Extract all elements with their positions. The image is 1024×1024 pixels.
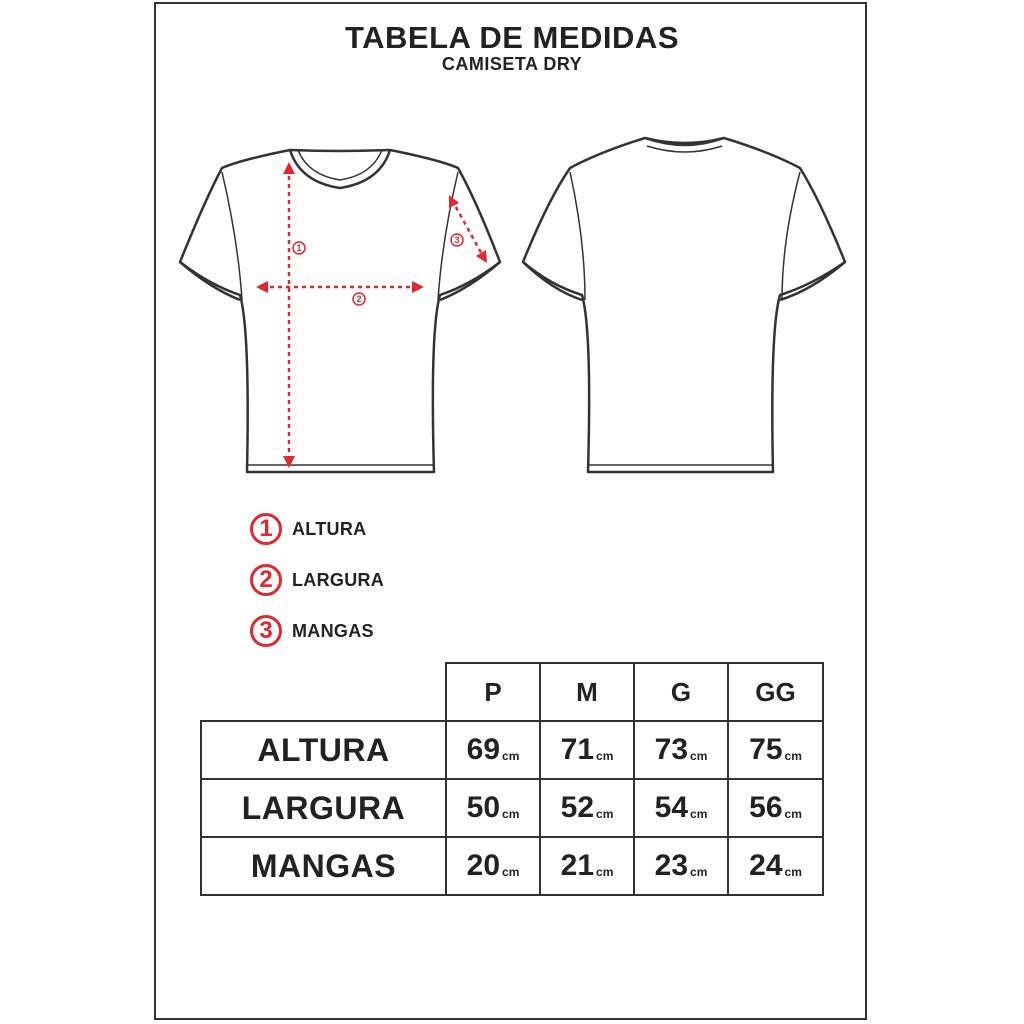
unit-label: cm — [690, 749, 708, 763]
unit-label: cm — [690, 807, 708, 821]
unit-label: cm — [690, 865, 708, 879]
legend-item-altura — [250, 513, 366, 545]
size-header-p: P — [445, 662, 541, 722]
row-label-largura: LARGURA — [200, 778, 447, 838]
value-number: 56 — [749, 791, 783, 824]
size-header-m: M — [539, 662, 635, 722]
value-number: 75 — [749, 733, 783, 766]
legend-label-altura: ALTURA — [292, 518, 367, 539]
value-cell — [539, 836, 635, 896]
value-number: 73 — [654, 733, 689, 766]
value-number: 23 — [654, 849, 689, 882]
unit-label: cm — [784, 749, 802, 763]
value-cell — [727, 720, 824, 780]
value-cell — [445, 778, 541, 838]
legend-label-largura: LARGURA — [292, 569, 385, 590]
marker-2: 2 — [356, 294, 362, 304]
marker-3: 3 — [454, 235, 460, 245]
size-table — [200, 662, 824, 897]
unit-label: cm — [596, 865, 614, 879]
value-cell — [727, 836, 824, 896]
unit-label: cm — [502, 807, 520, 821]
unit-label: cm — [784, 865, 802, 879]
value-cell — [633, 720, 729, 780]
unit-label: cm — [502, 749, 520, 763]
unit-label: cm — [596, 749, 614, 763]
unit-label: cm — [596, 807, 614, 821]
unit-label: cm — [502, 865, 520, 879]
page-title: TABELA DE MEDIDAS — [345, 20, 679, 55]
tshirt-back-illustration — [523, 138, 845, 472]
value-cell — [445, 720, 541, 780]
value-number: 54 — [654, 791, 689, 824]
value-number: 71 — [560, 733, 595, 766]
size-header-g: G — [633, 662, 729, 722]
legend-number-3: 3 — [250, 615, 282, 647]
unit-label: cm — [784, 807, 802, 821]
row-label-altura: ALTURA — [200, 720, 447, 780]
value-number: 21 — [560, 849, 595, 882]
value-cell — [539, 778, 635, 838]
size-header-gg: GG — [727, 662, 824, 722]
value-number: 52 — [560, 791, 595, 824]
legend-number-2: 2 — [250, 564, 282, 596]
legend-number-1: 1 — [250, 513, 282, 545]
legend-label-mangas: MANGAS — [292, 620, 374, 641]
value-cell — [633, 836, 729, 896]
value-cell — [445, 836, 541, 896]
value-number: 50 — [466, 791, 501, 824]
marker-1: 1 — [296, 243, 302, 253]
value-cell — [633, 778, 729, 838]
value-number: 20 — [466, 849, 501, 882]
value-number: 24 — [749, 849, 783, 882]
row-label-mangas: MANGAS — [200, 836, 447, 896]
value-cell — [727, 778, 824, 838]
page-subtitle: CAMISETA DRY — [441, 54, 583, 74]
legend-item-largura — [250, 564, 384, 596]
legend-item-mangas — [250, 615, 374, 647]
value-number: 69 — [466, 733, 501, 766]
value-cell — [539, 720, 635, 780]
